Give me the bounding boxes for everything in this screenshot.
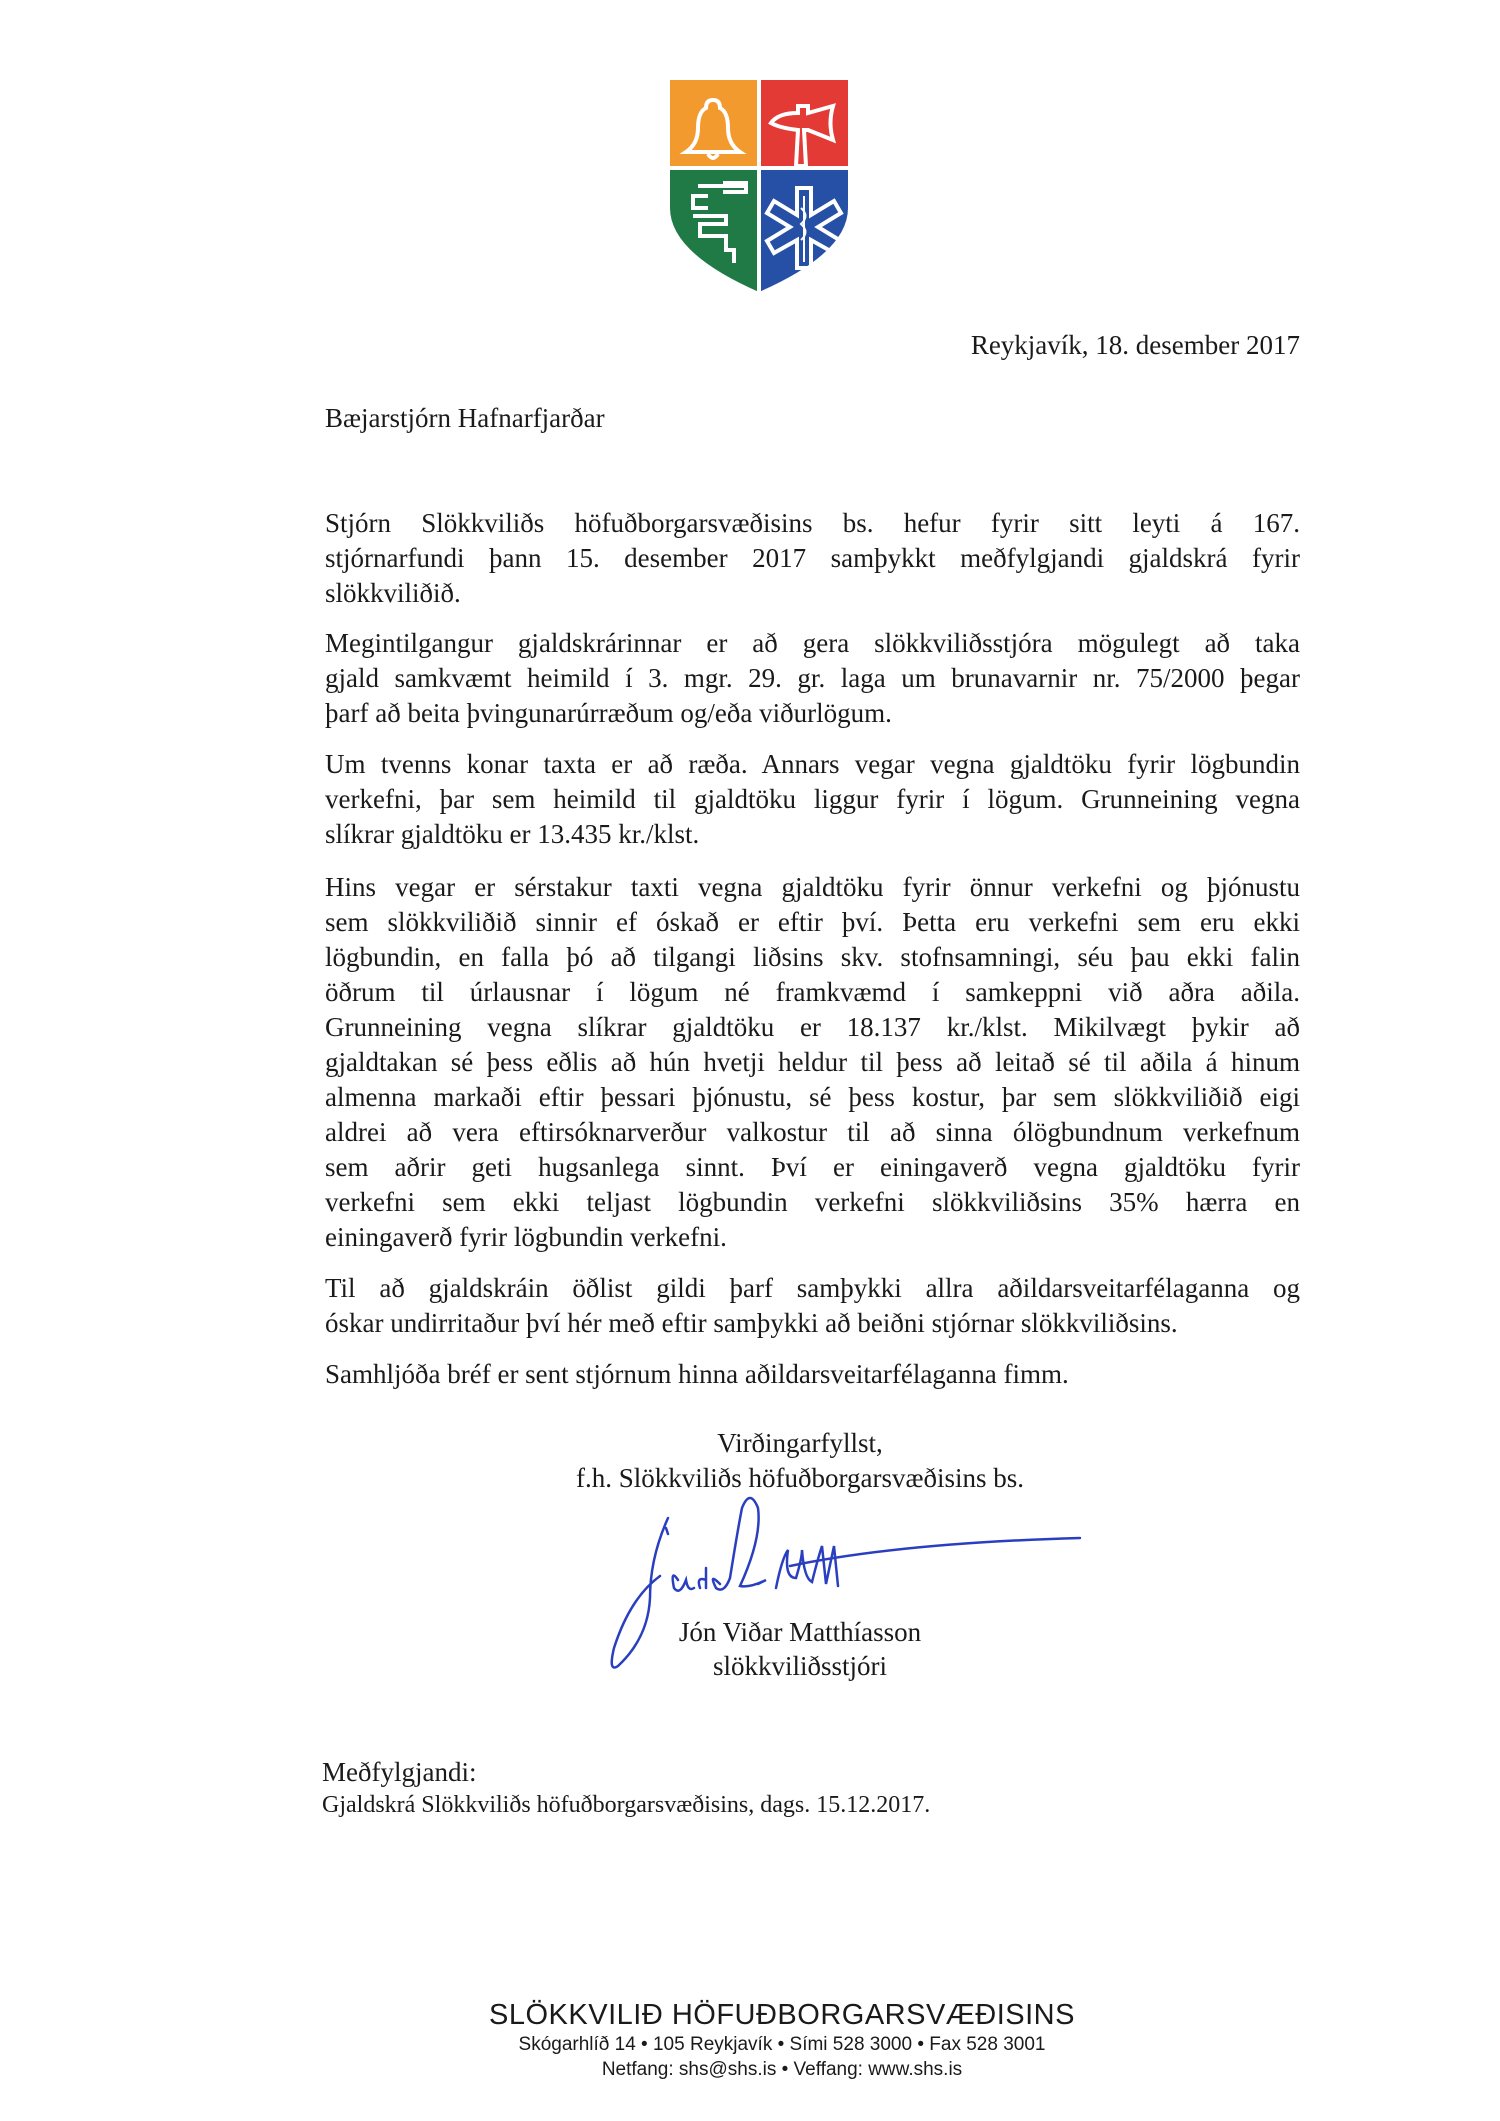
- closing: Virðingarfyllst,: [717, 1428, 883, 1458]
- paragraph-line: slökkviliðið.: [325, 578, 461, 608]
- letter-date: Reykjavík, 18. desember 2017: [970, 330, 1300, 360]
- paragraph-line: Megintilgangur gjaldskrárinnar er að gera slökkviliðsstjóra mögulegt að taka: [325, 628, 1300, 658]
- footer-company-name: SLÖKKVILIÐ HÖFUÐBORGARSVÆÐISINS: [489, 1999, 1075, 2031]
- paragraph-line: öðrum til úrlausnar í lögum né framkvæmd í samkeppni við aðra aðila.: [325, 977, 1300, 1007]
- paragraph-line: Til að gjaldskráin öðlist gildi þarf samþykki allra aðildarsveitarfélaganna og: [325, 1273, 1300, 1303]
- recipient: Bæjarstjórn Hafnarfjarðar: [325, 403, 605, 433]
- body-paragraph: [325, 747, 1300, 852]
- footer-address: Skógarhlíð 14 • 105 Reykjavík • Sími 528 3000 • Fax 528 3001: [518, 2034, 1046, 2055]
- shs-shield-logo: [668, 78, 850, 294]
- body-paragraph: [325, 1357, 1300, 1392]
- paragraph-line: Hins vegar er sérstakur taxti vegna gjaldtöku fyrir önnur verkefni og þjónustu: [325, 872, 1300, 902]
- on-behalf-line: f.h. Slökkviliðs höfuðborgarsvæðisins bs.: [575, 1463, 1025, 1493]
- enclosure-item: Gjaldskrá Slökkviliðs höfuðborgarsvæðisins, dags. 15.12.2017.: [322, 1792, 931, 1818]
- paragraph-line: slíkrar gjaldtöku er 13.435 kr./klst.: [325, 819, 700, 849]
- paragraph-line: óskar undirritaður því hér með eftir samþykki að beiðni stjórnar slökkviliðsins.: [325, 1308, 1178, 1338]
- paragraph-line: verkefni sem ekki teljast lögbundin verkefni slökkviliðsins 35% hærra en: [325, 1187, 1300, 1217]
- signatory-title: slökkviliðsstjóri: [712, 1651, 888, 1681]
- footer-contact: Netfang: shs@shs.is • Veffang: www.shs.is: [601, 2059, 963, 2080]
- paragraph-line: Stjórn Slökkviliðs höfuðborgarsvæðisins bs. hefur fyrir sitt leyti á 167.: [325, 508, 1300, 538]
- paragraph-line: verkefni, þar sem heimild til gjaldtöku liggur fyrir í lögum. Grunneining vegna: [325, 784, 1300, 814]
- paragraph-line: sem slökkviliðið sinnir ef óskað er eftir því. Þetta eru verkefni sem eru ekki: [325, 907, 1300, 937]
- logo-green-quadrant: [668, 170, 757, 294]
- paragraph-line: almenna markaði eftir þessari þjónustu, sé þess kostur, þar sem slökkviliðið eigi: [325, 1082, 1300, 1112]
- paragraph-line: einingaverð fyrir lögbundin verkefni.: [325, 1222, 727, 1252]
- body-paragraph: [325, 506, 1300, 611]
- paragraph-line: Grunneining vegna slíkrar gjaldtöku er 18.137 kr./klst. Mikilvægt þykir að: [325, 1012, 1300, 1042]
- paragraph-line: stjórnarfundi þann 15. desember 2017 samþykkt meðfylgjandi gjaldskrá fyrir: [325, 543, 1300, 573]
- body-paragraph: [325, 870, 1300, 1255]
- paragraph-line: gjald samkvæmt heimild í 3. mgr. 29. gr. laga um brunavarnir nr. 75/2000 þegar: [325, 663, 1300, 693]
- enclosure-label: Meðfylgjandi:: [322, 1757, 477, 1787]
- signatory-name: Jón Viðar Matthíasson: [678, 1617, 922, 1647]
- paragraph-line: lögbundin, en falla þó að tilgangi liðsins skv. stofnsamningi, séu þau ekki falin: [325, 942, 1300, 972]
- paragraph-line: Um tvenns konar taxta er að ræða. Annars vegar vegna gjaldtöku fyrir lögbundin: [325, 749, 1300, 779]
- body-paragraph: [325, 1271, 1300, 1341]
- body-paragraph: [325, 626, 1300, 731]
- paragraph-line: aldrei að vera eftirsóknarverður valkostur til að sinna ólögbundnum verkefnum: [325, 1117, 1300, 1147]
- paragraph-line: Samhljóða bréf er sent stjórnum hinna aðildarsveitarfélaganna fimm.: [325, 1359, 1069, 1389]
- paragraph-line: þarf að beita þvingunarúrræðum og/eða viðurlögum.: [325, 698, 892, 728]
- paragraph-line: sem aðrir geti hugsanlega sinnt. Því er einingaverð vegna gjaldtöku fyrir: [325, 1152, 1300, 1182]
- paragraph-line: gjaldtakan sé þess eðlis að hún hvetji heldur til þess að leitað sé til aðila á hinum: [325, 1047, 1300, 1077]
